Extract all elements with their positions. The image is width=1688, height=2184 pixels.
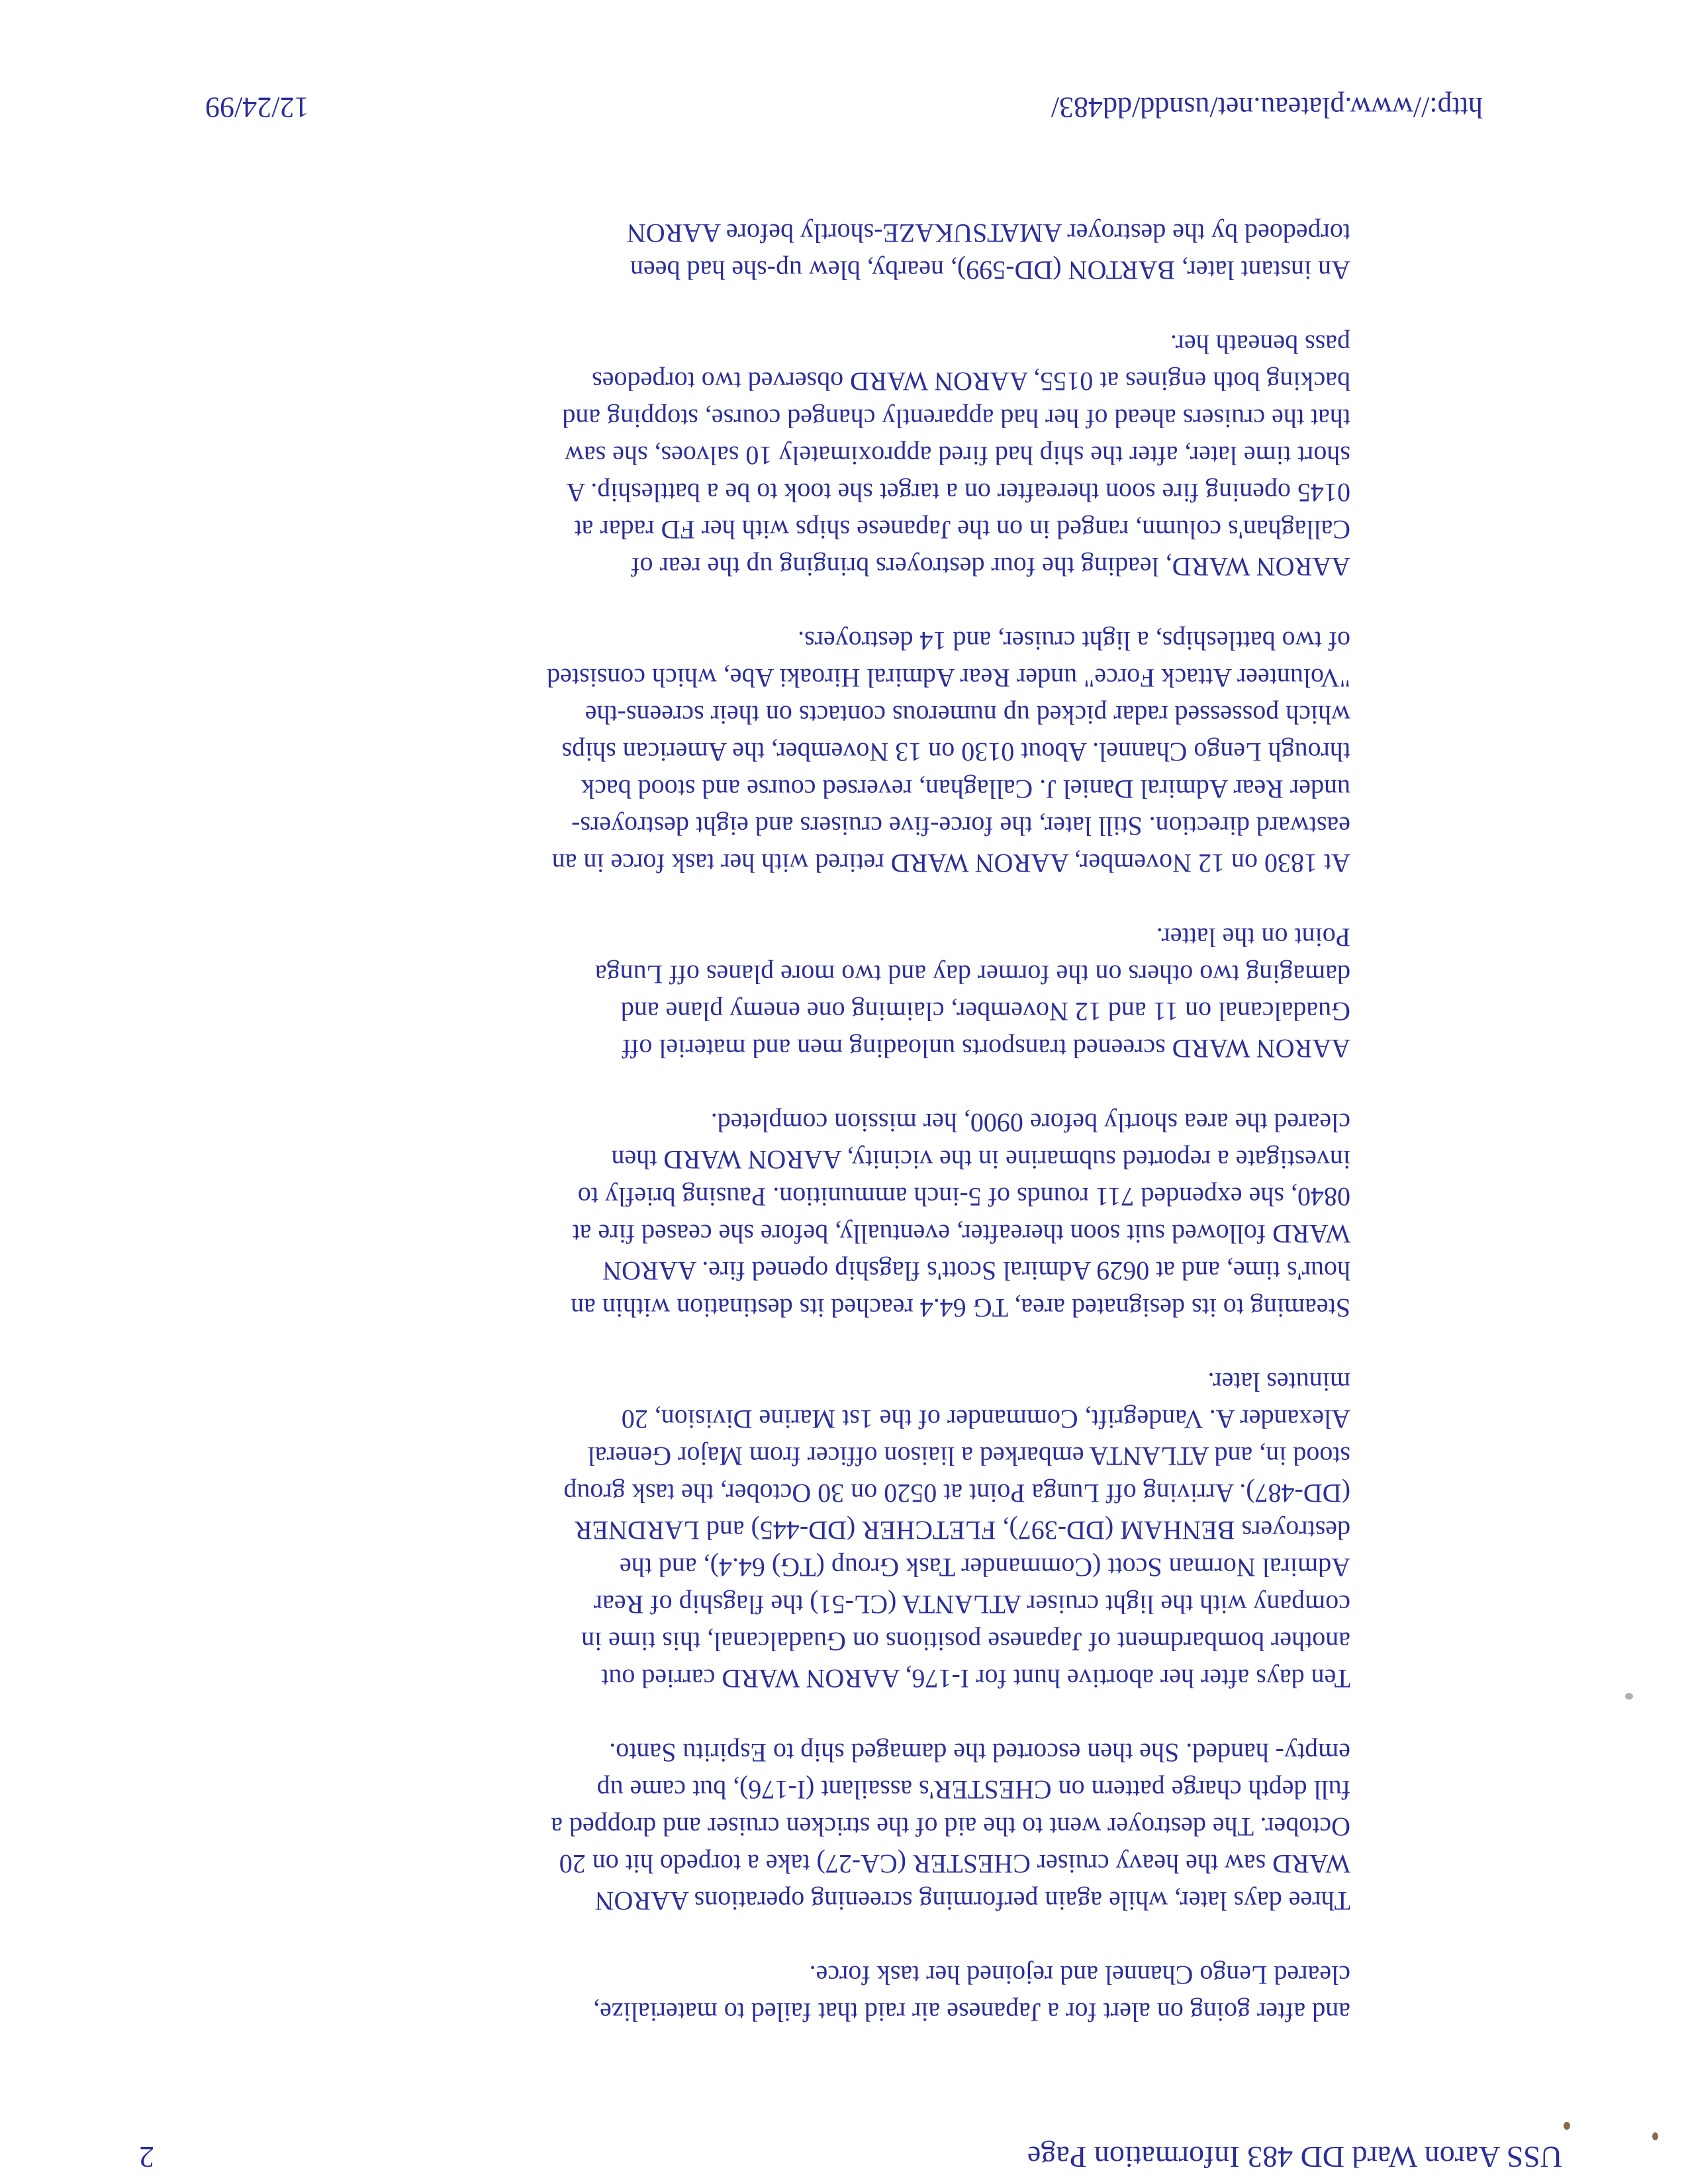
page-header xyxy=(139,2128,1562,2175)
paragraph-1 xyxy=(318,1956,1350,2030)
paragraph-7 xyxy=(318,326,1350,585)
text-line: Admiral Norman Scott (Commander Task Group (TG) 64.4), and the xyxy=(619,1553,1350,1582)
text-line: Alexander A. Vandegrift, Commander of the 1st Marine Division, 20 xyxy=(621,1404,1350,1434)
text-line: Guadalcanal on 11 and 12 November, claiming one enemy plane and xyxy=(620,997,1350,1026)
text-line: through Lengo Channel. About 0130 on 13 November, the American ships xyxy=(561,737,1350,767)
text-line: Point on the latter. xyxy=(1156,923,1350,952)
paragraph-3 xyxy=(318,1363,1350,1697)
text-line: torpedoed by the destroyer AMATSUKAZE-shortly before AARON xyxy=(626,218,1350,248)
text-line: hour's time, and at 0629 Admiral Scott's flagship opened fire. AARON xyxy=(602,1256,1350,1286)
text-line: stood in, and ATLANTA embarked a liaison officer from Major General xyxy=(587,1441,1350,1471)
text-line: under Rear Admiral Daniel J. Callaghan, reversed course and stood back xyxy=(581,774,1350,804)
text-line: backing both engines at 0155, AARON WARD observed two torpedoes xyxy=(592,367,1350,396)
text-line: eastward direction. Still later, the force-five cruisers and eight destroyers- xyxy=(571,811,1350,841)
text-line: (DD-487). Arriving off Lunga Point at 0520 on 30 October, the task group xyxy=(563,1479,1350,1508)
paragraph-4 xyxy=(318,1104,1350,1326)
text-line: empty- handed. She then escorted the damaged ship to Espiritu Santo. xyxy=(609,1738,1350,1768)
paragraph-6 xyxy=(318,622,1350,882)
text-line: which possessed radar picked up numerous contacts on their screens-the xyxy=(585,700,1350,730)
paragraph-8 xyxy=(318,214,1350,289)
text-line: that the cruisers ahead of her had apparently changed course, stopping and xyxy=(562,404,1350,433)
paragraph-2 xyxy=(318,1734,1350,1919)
text-line: short time later, after the ship had fired approximately 10 salvoes, she saw xyxy=(565,441,1350,471)
print-date: 12/24/99 xyxy=(205,91,309,124)
text-line: full depth charge pattern on CHESTER's assailant (I-176), but came up xyxy=(596,1775,1350,1805)
text-line: minutes later. xyxy=(1207,1367,1350,1397)
text-line: WARD followed suit soon thereafter, eventually, before she ceased fire at xyxy=(572,1219,1350,1249)
text-line: cleared the area shortly before 0900, her mission completed. xyxy=(710,1108,1350,1138)
text-line: AARON WARD screened transports unloading men and materiel off xyxy=(622,1034,1350,1064)
text-line: At 1830 on 12 November, AARON WARD retired with her task force in an xyxy=(551,848,1350,878)
text-line: Callaghan's column, ranged in on the Japanese ships with her FD radar at xyxy=(574,515,1350,545)
document-body xyxy=(318,214,1350,2030)
text-line: 0145 opening fire soon thereafter on a target she took to be a battleship. A xyxy=(566,478,1350,508)
page-number: 2 xyxy=(139,2140,154,2174)
text-line: cleared Lengo Channel and rejoined her task force. xyxy=(809,1960,1350,1990)
text-line: An instant later, BARTON (DD-599), nearby, blew up-she had been xyxy=(630,255,1350,285)
text-line: Steaming to its designated area, TG 64.4 reached its destination within an xyxy=(571,1293,1350,1323)
scan-speck xyxy=(1652,2132,1658,2140)
page-footer xyxy=(205,85,1483,124)
text-line: destroyers BENHAM (DD-397), FLETCHER (DD-445) and LARDNER xyxy=(574,1516,1350,1545)
text-line: another bombardment of Japanese positions on Guadalcanal, this time in xyxy=(581,1627,1350,1657)
source-url: http://www.plateau.net/usndd/dd483/ xyxy=(1051,91,1483,124)
scan-speck xyxy=(1564,2122,1570,2130)
text-line: damaging two others on the former day and two more planes off Lunga xyxy=(594,960,1350,989)
text-line: pass beneath her. xyxy=(1170,330,1350,359)
text-line: "Volunteer Attack Force" under Rear Admiral Hiroaki Abe, which consisted xyxy=(547,663,1350,693)
text-line: Three days later, while again performing screening operations AARON xyxy=(594,1886,1350,1916)
page-title: USS Aaron Ward DD 483 Information Page xyxy=(1027,2140,1562,2174)
text-line: of two battleships, a light cruiser, and 14 destroyers. xyxy=(798,626,1350,656)
text-line: and after going on alert for a Japanese air raid that failed to materialize, xyxy=(593,1997,1350,2027)
text-line: AARON WARD, leading the four destroyers bringing up the rear of xyxy=(631,552,1350,582)
text-line: October. The destroyer went to the aid of the stricken cruiser and dropped a xyxy=(551,1812,1350,1842)
paragraph-5 xyxy=(318,919,1350,1067)
text-line: WARD saw the heavy cruiser CHESTER (CA-27) take a torpedo hit on 20 xyxy=(559,1849,1350,1879)
text-line: 0840, she expended 711 rounds of 5-inch ammunition. Pausing briefly to xyxy=(577,1182,1350,1212)
text-line: company with the light cruiser ATLANTA (CL-51) the flagship of Rear xyxy=(593,1590,1350,1619)
text-line: Ten days after her abortive hunt for I-176, AARON WARD carried out xyxy=(601,1664,1350,1694)
text-line: investigate a reported submarine in the vicinity, AARON WARD then xyxy=(611,1145,1350,1175)
scan-speck xyxy=(1625,1693,1633,1700)
